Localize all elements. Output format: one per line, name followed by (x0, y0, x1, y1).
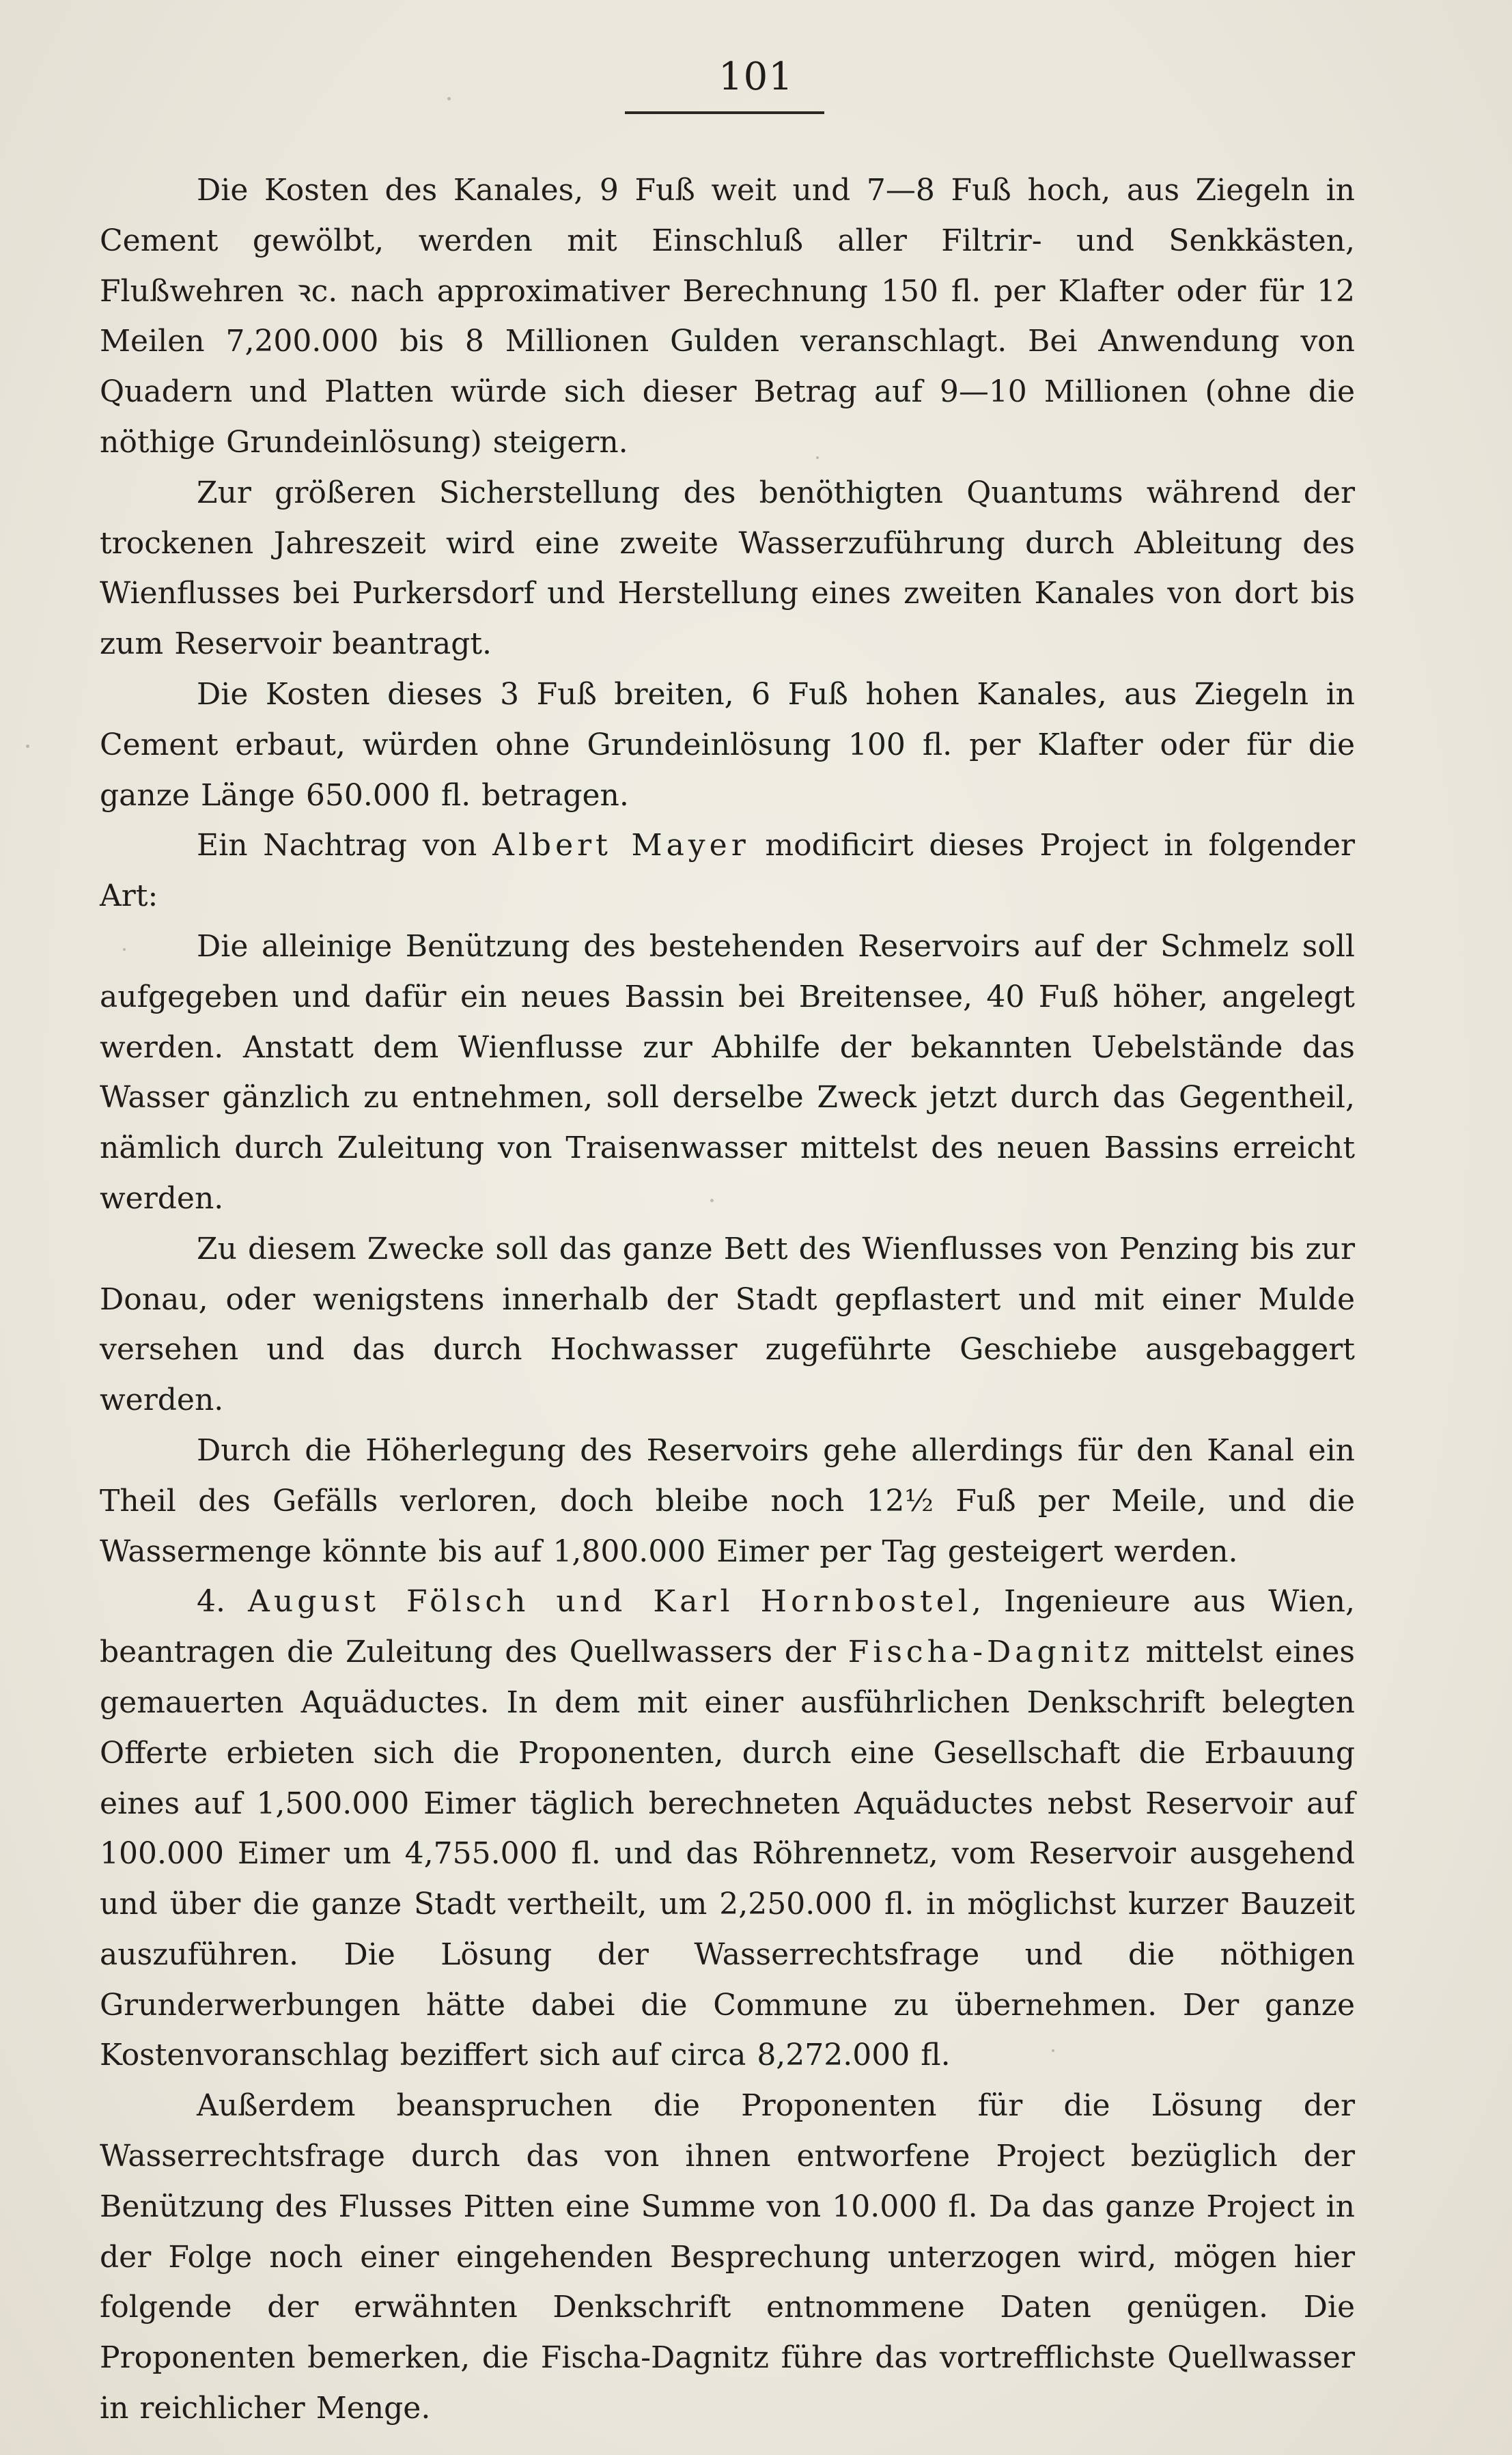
paragraph-mayer-addendum (100, 820, 1355, 921)
page-number: 101 (718, 55, 794, 99)
paragraph-second-canal-costs: Die Kosten dieses 3 Fuß breiten, 6 Fuß hohen Kanales, aus Ziegeln in Cement erbaut, würden ohne Grundeinlösung 100 fl. per Klafter oder für die ganze Länge 650.000 fl. betragen. (100, 676, 1355, 813)
river-name: Fischa-Dagnitz (848, 1635, 1134, 1670)
paper-speck (123, 948, 126, 951)
paragraph-canal-costs: Die Kosten des Kanales, 9 Fuß weit und 7—8 Fuß hoch, aus Ziegeln in Cement gewölbt, werden mit Einschluß aller Filtrir- und Senkkästen, Flußwehren ꝛc. nach approximativer Berechnung 150 fl. per Klafter oder für 12 Meilen 7,200.000 bis 8 Millionen Gulden veranschlagt. Bei Anwendung von Quadern und Platten würde sich dieser Betrag auf 9—10 Millionen (ohne die nöthige Grundeinlösung) steigern. (100, 173, 1355, 460)
paragraph-water-rights: Außerdem beanspruchen die Proponenten für die Lösung der Wasserrechtsfrage durch das von ihnen entworfene Project bezüglich der Benützung des Flusses Pitten eine Summe von 10.000 fl. Da das ganze Project in der Folge noch einer eingehenden Besprechung unterzogen wird, mögen hier folgende der erwähnten Denkschrift entnommene Daten genügen. Die Proponenten bemerken, die Fischa-Dagnitz führe das vortrefflichste Quellwasser in reichlicher Menge. (100, 2088, 1355, 2426)
paper-speck (1052, 2049, 1054, 2052)
paragraph-text: , Ingenieure aus Wien, beantragen die Zuleitung des Quellwassers der (100, 1584, 1355, 1670)
paragraph-text: mittelst eines gemauerten Aquäductes. In dem mit einer ausführlichen Denkschrift belegten Offerte erbieten sich die Proponenten, durch eine Gesellschaft die Erbauung eines auf 1,500.000 Eimer täglich berechneten Aquäductes nebst Reservoir auf 100.000 Eimer um 4,755.000 fl. und das Röhrennetz, vom Reservoir ausgehend und über die ganze Stadt vertheilt, um 2,250.000 fl. in möglichst kurzer Bauzeit auszuführen. Die Lösung der Wasserrechtsfrage und die nöthigen Grunderwerbungen hätte dabei die Commune zu übernehmen. Der ganze Kostenvoranschlag beziffert sich auf circa 8,272.000 fl. (100, 1635, 1355, 2073)
paper-speck (447, 97, 451, 100)
paragraph-new-basin: Die alleinige Benützung des bestehenden Reservoirs auf der Schmelz soll aufgegeben und dafür ein neues Bassin bei Breitensee, 40 Fuß höher, angelegt werden. Anstatt dem Wienflusse zur Abhilfe der bekannten Uebelstände das Wasser gänzlich zu entnehmen, soll derselbe Zweck jetzt durch das Gegentheil, nämlich durch Zuleitung von Traisenwasser mittelst des neuen Bassins erreicht werden. (100, 928, 1355, 1216)
body-text (100, 165, 1355, 2434)
paper-speck (816, 456, 819, 459)
paragraph-gradient: Durch die Höherlegung des Reservoirs gehe allerdings für den Kanal ein Theil des Gefälls verloren, doch bleibe noch 12½ Fuß per Meile, und die Wassermenge könnte bis auf 1,800.000 Eimer per Tag gesteigert werden. (100, 1432, 1355, 1569)
paragraph-foelsch-hornbostel (100, 1577, 1355, 2081)
paragraph-text: 4. (197, 1584, 249, 1620)
paragraph-second-supply: Zur größeren Sicherstellung des benöthigten Quantums während der trockenen Jahreszeit wird eine zweite Wasserzuführung durch Ableitung des Wienflusses bei Purkersdorf und Herstellung eines zweiten Kanales von dort bis zum Reservoir beantragt. (100, 475, 1355, 662)
paragraph-riverbed: Zu diesem Zwecke soll das ganze Bett des Wienflusses von Penzing bis zur Donau, oder wenigstens innerhalb der Stadt gepflastert und mit einer Mulde versehen und das durch Hochwasser zugeführte Geschiebe ausgebaggert werden. (100, 1231, 1355, 1418)
paper-speck (26, 745, 29, 748)
paragraph-text: modificirt dieses Project in folgender Art: (100, 828, 1356, 914)
person-name: Albert Mayer (492, 828, 750, 863)
person-names: August Fölsch und Karl Hornbostel (248, 1584, 972, 1620)
header-rule (625, 111, 824, 114)
paragraph-text: Ein Nachtrag von (197, 828, 493, 863)
paper-speck (710, 1199, 714, 1202)
